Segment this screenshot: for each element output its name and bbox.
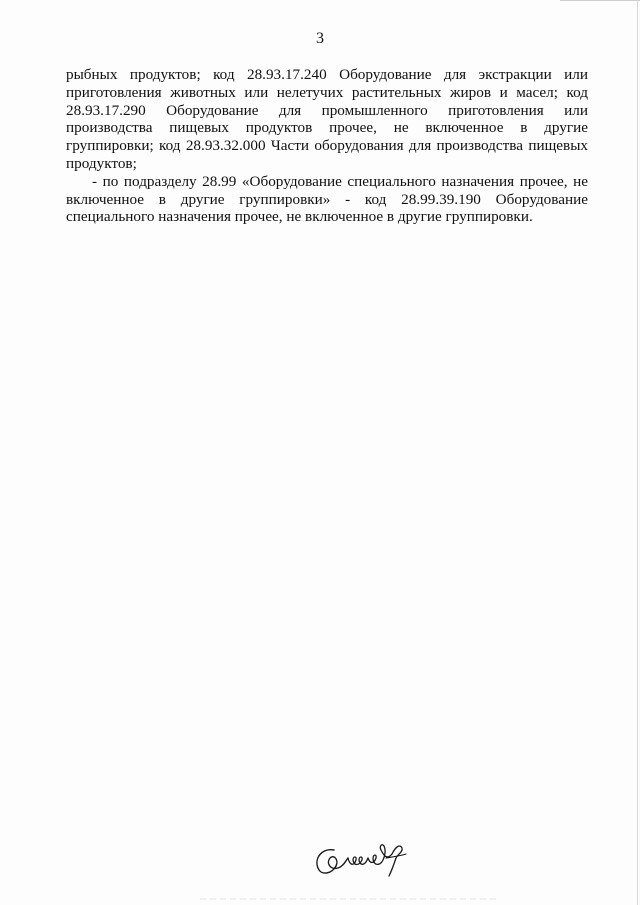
- paragraph-subsection-28-99: - по подразделу 28.99 «Оборудование специального назначения прочее, не включенное в другие группировки» - код 28.99.39.190 Оборудование специального назначения прочее, не включенное в другие группировки.: [66, 172, 588, 226]
- document-body: [66, 66, 588, 226]
- page-number: 3: [316, 30, 324, 47]
- page-edge: [637, 0, 638, 905]
- page-edge-top: [560, 0, 640, 1]
- scan-artifact-line: [200, 898, 500, 900]
- handwritten-signature: [312, 836, 412, 882]
- paragraph-continuation: рыбных продуктов; код 28.93.17.240 Оборудование для экстракции или приготовления животных или нелетучих растительных жиров и масел; код 28.93.17.290 Оборудование для промышленного приготовления или производства пищевых продуктов прочее, не включенное в другие группировки; код 28.93.32.000 Части оборудования для производства пищевых продуктов;: [66, 66, 588, 172]
